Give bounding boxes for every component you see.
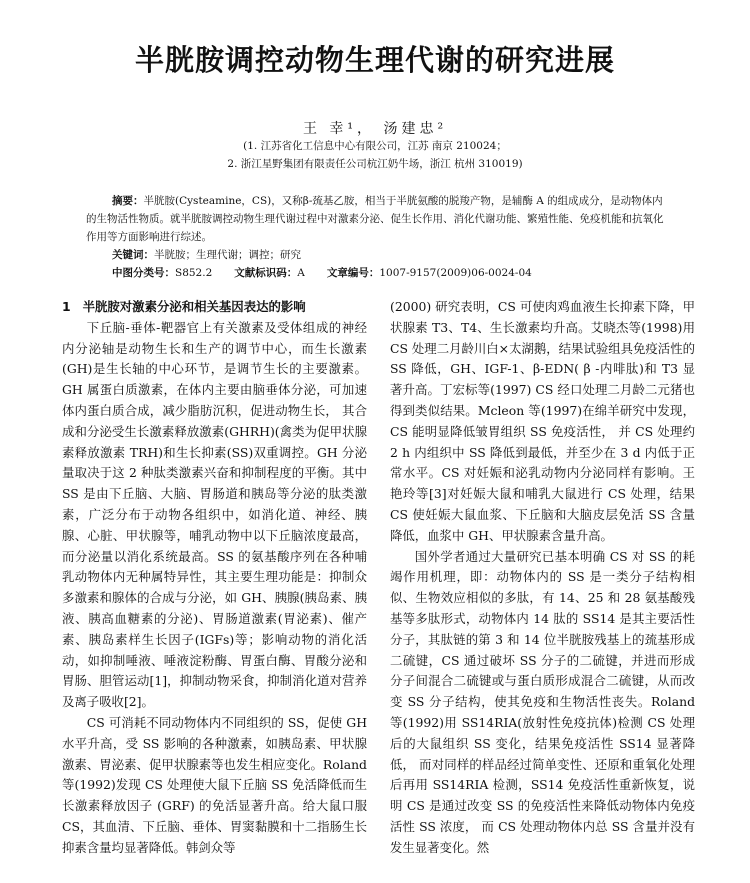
body-paragraph: 国外学者通过大量研究已基本明确 CS 对 SS 的耗竭作用机理，即：动物体内的 SS 是一类分子结构相似、生物效应相似的多肽，有 14、25 和 28 氨基酸残基等多肽形式，动物体内 14 肽的 SS14 是其主要活性分子，其肽链的第 3 和 14 位半胱胺残基上的巯基形成二硫键，CS 通过破坏 SS 分子的二硫键，并进而形成分子间混合二硫键或与蛋白质形成混合二硫键，从而改变 SS 分子结构，使其免疫和生物活性丧失。Roland 等(1992)用 SS14RIA(放射性免疫抗体)检测 CS 处理后的大鼠组织 SS 变化，结果免疫活性 SS14 显著降低， 而对同样的样品经过简单变性、还原和重氧化处理后再用 SS14RIA 检测，SS14 免疫活性重新恢复，说明 CS 是通过改变 SS 的免疫活性来降低动物体内免疫活性 SS 浓度， 而 CS 处理动物体内总 SS 含量并没有发生显著变化。然 — [390, 548, 695, 855]
section-heading — [62, 297, 367, 318]
author-line: 王 幸¹， 汤建忠² — [302, 121, 448, 137]
doc-code: 文献标识码：A — [234, 267, 305, 279]
abstract-label: 摘要： — [112, 195, 144, 207]
abstract-text: 半胱胺(Cysteamine，CS)，又称β-巯基乙胺，相当于半胱氨酸的脱羧产物，是辅酶 A 的组成成分，是动物体内的生物活性物质。就半胱胺调控动物生理代谢过程中对激素分泌、促生长作用、消化代谢功能、繁殖性能、免疫机能和抗氧化作用等方面影响进行综述。 — [86, 195, 664, 243]
right-column — [390, 297, 695, 877]
classification-line — [86, 264, 670, 282]
article-number: 文章编号：1007-9157(2009)06-0024-04 — [326, 267, 532, 279]
left-column — [62, 297, 367, 877]
affiliation-2: 2. 浙江星野集团有限责任公司杭江奶牛场，浙江 杭州 310019) — [227, 158, 523, 170]
section-number: 1 — [62, 299, 71, 314]
affiliation-1: (1. 江苏省化工信息中心有限公司，江苏 南京 210024； — [243, 140, 507, 152]
keywords — [86, 246, 670, 264]
keywords-label: 关键词： — [112, 249, 154, 261]
clc: 中图分类号：S852.2 — [112, 267, 213, 279]
section-title: 半胱胺对激素分泌和相关基因表达的影响 — [82, 299, 306, 314]
abstract — [86, 192, 670, 246]
abstract-block — [86, 192, 670, 282]
body-paragraph: CS 可消耗不同动物体内不同组织的 SS，促使 GH 水平升高，受 SS 影响的各种激素，如胰岛素、甲状腺激素、胃泌素、促甲状腺素等也发生相应变化。Roland 等(1992)发现 CS 处理使大鼠下丘脑 SS 免活降低而生长激素释放因子 (GRF) 的免活显著升高。给大鼠口服 CS，其血清、下丘脑、垂体、胃窦黏膜和十二指肠生长抑素含量均显著降低。韩剑众等 — [62, 714, 367, 855]
body-paragraph: (2000) 研究表明，CS 可使肉鸡血液生长抑素下降，甲状腺素 T3、T4、生长激素均升高。艾晓杰等(1998)用 CS 处理二月龄川白×太湖鹅，结果试验组具免疫活性的 SS 降低，GH、IGF-1、β-EDN( β -内啡肽)和 T3 显著升高。丁宏标等(1997) CS 经口处理二月龄二元猪也得到类似结果。Mcleon 等(1997)在绵羊研究中发现，CS 能明显降低皱胃组织 SS 免疫活性， 并 CS 处理约 2 h 内组织中 SS 降低到最低，并至少在 3 d 内低于正常水平。CS 对妊娠和泌乳动物内分泌同样有影响。王艳玲等[3]对妊娠大鼠和哺乳大鼠进行 CS 处理，结果 CS 使妊娠大鼠血浆、下丘脑和大脑皮层免活 SS 含量降低，血浆中 GH、甲状腺素含量升高。 — [390, 299, 695, 543]
keywords-text: 半胱胺；生理代谢；调控；研究 — [154, 249, 301, 261]
body-paragraph: 下丘脑-垂体-靶器官上有关激素及受体组成的神经内分泌轴是动物生长和生产的调节中心，而生长激素(GH)是生长轴的中心环节，是调节生长的主要激素。GH 属蛋白质激素，在体内主要由脑垂体分泌，可加速体内蛋白质合成，减少脂肪沉积，促进动物生长， 其合成和分泌受生长激素释放激素(GHRH)(禽类为促甲状腺素释放激素 TRH)和生长抑素(SS)双重调控。GH 分泌量取决于这 2 种肽类激素兴奋和抑制程度的平衡。其中 SS 是由下丘脑、大脑、胃肠道和胰岛等分泌的肽类激素，广泛分布于动物各组织中，如消化道、神经、胰腺、心脏、甲状腺等，哺乳动物中以下丘脑浓度最高，而分泌量以消化系统最高。SS 的氨基酸序列在各种哺乳动物体内无种属特异性，其主要生理功能是：抑制众多激素和腺体的合成与分泌，如 GH、胰腺(胰岛素、胰液、胰高血糖素的分泌)、胃肠道激素(胃泌素)、催产素、胰岛素样生长因子(IGFs)等；影响动物的消化活动，如抑制唾液、唾液淀粉酶、胃蛋白酶、胃酸分泌和胃肠、胆管运动[1]，抑制动物采食，抑制消化道对营养及离子吸收[2]。 — [62, 319, 367, 710]
paper-title: 半胱胺调控动物生理代谢的研究进展 — [134, 43, 615, 77]
